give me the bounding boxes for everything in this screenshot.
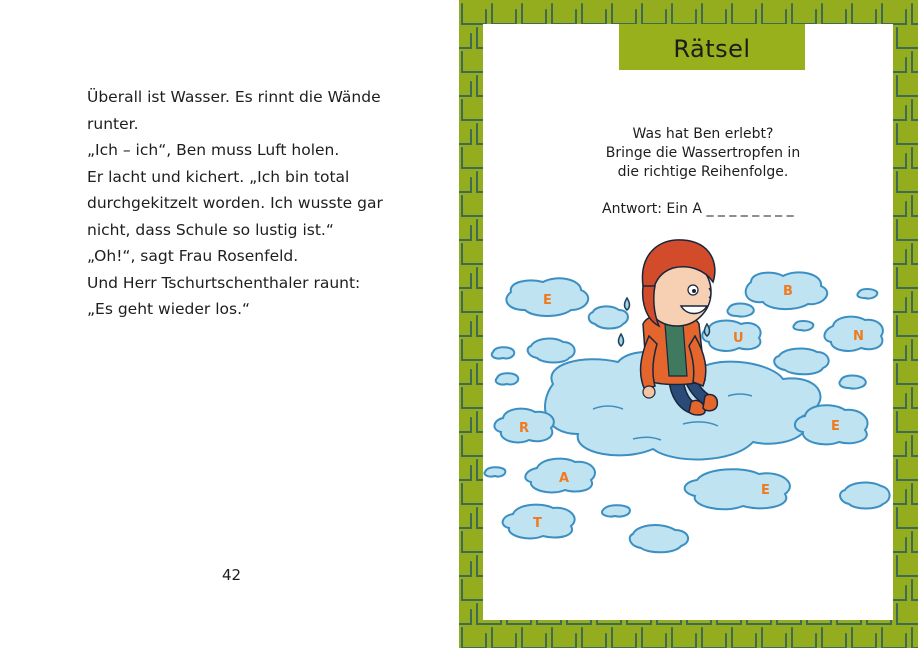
story-line: „Oh!“, sagt Frau Rosenfeld.	[87, 247, 299, 265]
story-line: Er lacht und kichert. „Ich bin total	[87, 167, 350, 186]
water-drop	[685, 469, 790, 509]
story-line: „Ich – ich“, Ben muss Luft holen.	[87, 141, 340, 159]
question-line: Was hat Ben erlebt?	[632, 126, 774, 142]
water-drop	[494, 409, 553, 443]
drop-letter: T	[533, 516, 542, 531]
drop-letter: B	[783, 284, 793, 299]
question-line: die richtige Reihenfolge.	[617, 164, 789, 180]
story-line: nicht, dass Schule so lustig ist.“	[87, 220, 334, 239]
story-line: Und Herr Tschurtschenthaler raunt:	[87, 273, 361, 292]
drop-letter: E	[831, 419, 840, 434]
drop-letter: U	[733, 331, 744, 346]
drop-letter: A	[559, 471, 570, 486]
question-line: Bringe die Wassertropfen in	[605, 145, 801, 161]
page-number: 42	[222, 566, 242, 584]
story-text	[87, 84, 417, 323]
water-drop	[746, 272, 828, 309]
water-drop	[702, 321, 760, 351]
puddle-illustration	[483, 24, 893, 620]
answer-line: Antwort: Ein A _ _ _ _ _ _ _ _	[602, 201, 794, 217]
drop-letter: R	[519, 421, 530, 436]
drop-letter: E	[543, 293, 552, 308]
water-drop	[824, 317, 882, 351]
water-drop	[506, 278, 588, 316]
story-line: Überall ist Wasser. Es rinnt die Wände	[87, 88, 381, 106]
story-line: durchgekitzelt worden. Ich wusste gar	[87, 194, 383, 212]
puzzle-panel	[483, 24, 893, 620]
drop-letter: E	[761, 483, 770, 498]
drop-letter: N	[853, 329, 864, 344]
puzzle-title: Rätsel	[673, 35, 751, 63]
story-line: runter.	[87, 114, 139, 133]
water-drop	[525, 459, 595, 493]
right-page	[459, 0, 918, 648]
story-line: „Es geht wieder los.“	[87, 300, 251, 318]
water-drop	[503, 505, 575, 539]
